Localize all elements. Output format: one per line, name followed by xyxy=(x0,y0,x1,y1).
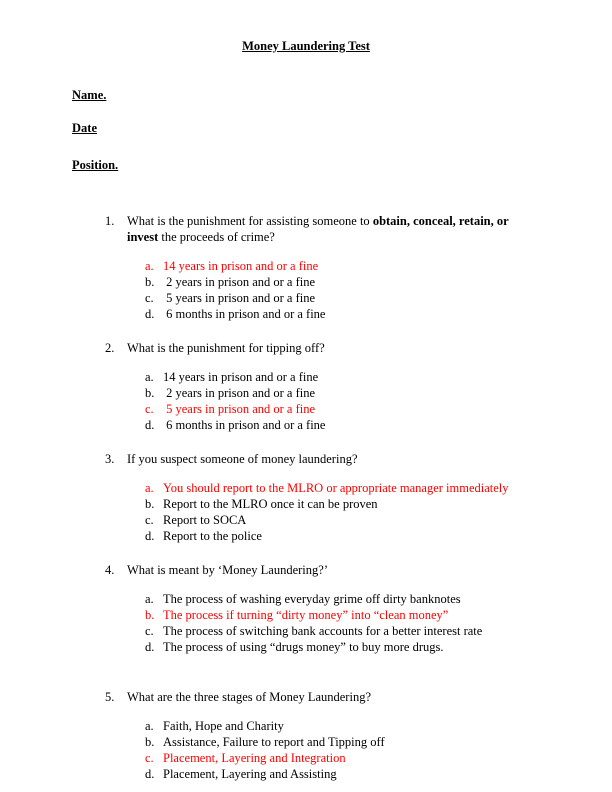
question-5-row xyxy=(105,689,612,705)
question-text xyxy=(127,213,533,245)
question-2-row xyxy=(105,340,612,356)
option-text: 14 years in prison and or a fine xyxy=(163,259,319,273)
option-text: Report to SOCA xyxy=(163,513,247,527)
header-fields xyxy=(72,87,612,173)
option-a xyxy=(145,591,612,607)
option-a xyxy=(145,369,612,385)
question-number: 3. xyxy=(105,452,115,466)
option-text: 6 months in prison and or a fine xyxy=(163,418,326,432)
option-b xyxy=(145,385,612,401)
option-text: The process if turning “dirty money” into “clean money” xyxy=(163,608,449,622)
option-text: 5 years in prison and or a fine xyxy=(163,402,316,416)
option-letter: c. xyxy=(145,291,154,305)
option-text: Report to the police xyxy=(163,529,262,543)
option-c xyxy=(145,512,612,528)
question-4 xyxy=(0,562,612,655)
question-1-row xyxy=(105,213,612,245)
option-letter: c. xyxy=(145,402,154,416)
option-d xyxy=(145,417,612,433)
option-letter: d. xyxy=(145,418,155,432)
option-letter: c. xyxy=(145,513,154,527)
option-b xyxy=(145,607,612,623)
option-text: 14 years in prison and or a fine xyxy=(163,370,319,384)
option-text: Placement, Layering and Assisting xyxy=(163,767,337,781)
option-letter: b. xyxy=(145,608,155,622)
question-text: What are the three stages of Money Laundering? xyxy=(127,690,371,704)
question-3-row xyxy=(105,451,612,467)
option-text: 2 years in prison and or a fine xyxy=(163,386,316,400)
option-text: Report to the MLRO once it can be proven xyxy=(163,497,378,511)
option-letter: b. xyxy=(145,735,155,749)
question-number: 5. xyxy=(105,690,115,704)
document-title: Money Laundering Test xyxy=(242,39,370,53)
question-5 xyxy=(0,689,612,782)
option-d xyxy=(145,528,612,544)
option-letter: d. xyxy=(145,767,155,781)
option-text: Placement, Layering and Integration xyxy=(163,751,346,765)
option-letter: a. xyxy=(145,719,154,733)
option-letter: b. xyxy=(145,386,155,400)
option-b xyxy=(145,734,612,750)
option-text: The process of switching bank accounts for a better interest rate xyxy=(163,624,483,638)
question-4-options xyxy=(145,591,612,655)
option-letter: d. xyxy=(145,640,155,654)
question-1 xyxy=(0,213,612,322)
question-number: 1. xyxy=(105,214,115,228)
option-text: 2 years in prison and or a fine xyxy=(163,275,316,289)
option-a xyxy=(145,718,612,734)
question-number: 2. xyxy=(105,341,115,355)
field-position: Position. xyxy=(72,158,119,172)
option-a xyxy=(145,258,612,274)
option-c xyxy=(145,401,612,417)
option-c xyxy=(145,290,612,306)
option-text: 6 months in prison and or a fine xyxy=(163,307,326,321)
option-letter: c. xyxy=(145,751,154,765)
option-b xyxy=(145,496,612,512)
question-2-options xyxy=(145,369,612,433)
option-text: 5 years in prison and or a fine xyxy=(163,291,316,305)
option-c xyxy=(145,623,612,639)
option-text: Faith, Hope and Charity xyxy=(163,719,284,733)
field-date: Date xyxy=(72,121,97,135)
question-1-options xyxy=(145,258,612,322)
option-letter: a. xyxy=(145,481,154,495)
option-letter: c. xyxy=(145,624,154,638)
option-text: The process of washing everyday grime off dirty banknotes xyxy=(163,592,461,606)
option-d xyxy=(145,766,612,782)
question-3 xyxy=(0,451,612,544)
option-d xyxy=(145,639,612,655)
question-text: If you suspect someone of money laundering? xyxy=(127,452,358,466)
option-letter: d. xyxy=(145,529,155,543)
question-list xyxy=(0,213,612,782)
option-a xyxy=(145,480,612,496)
option-b xyxy=(145,274,612,290)
option-letter: b. xyxy=(145,275,155,289)
question-text: What is meant by ‘Money Laundering?’ xyxy=(127,563,328,577)
question-text-part-bold: obtain, conceal, retain, or invest xyxy=(127,214,509,244)
option-letter: a. xyxy=(145,592,154,606)
option-letter: a. xyxy=(145,370,154,384)
question-5-options xyxy=(145,718,612,782)
question-text-part: the proceeds of crime? xyxy=(158,230,275,244)
question-2 xyxy=(0,340,612,433)
question-number: 4. xyxy=(105,563,115,577)
option-letter: a. xyxy=(145,259,154,273)
field-name: Name. xyxy=(72,88,107,102)
option-letter: b. xyxy=(145,497,155,511)
option-text: You should report to the MLRO or appropriate manager immediately xyxy=(163,481,509,495)
question-4-row xyxy=(105,562,612,578)
question-text: What is the punishment for tipping off? xyxy=(127,341,325,355)
question-text-part: What is the punishment for assisting someone to xyxy=(127,214,373,228)
option-c xyxy=(145,750,612,766)
question-3-options xyxy=(145,480,612,544)
option-text: Assistance, Failure to report and Tipping off xyxy=(163,735,385,749)
option-letter: d. xyxy=(145,307,155,321)
option-text: The process of using “drugs money” to buy more drugs. xyxy=(163,640,444,654)
option-d xyxy=(145,306,612,322)
